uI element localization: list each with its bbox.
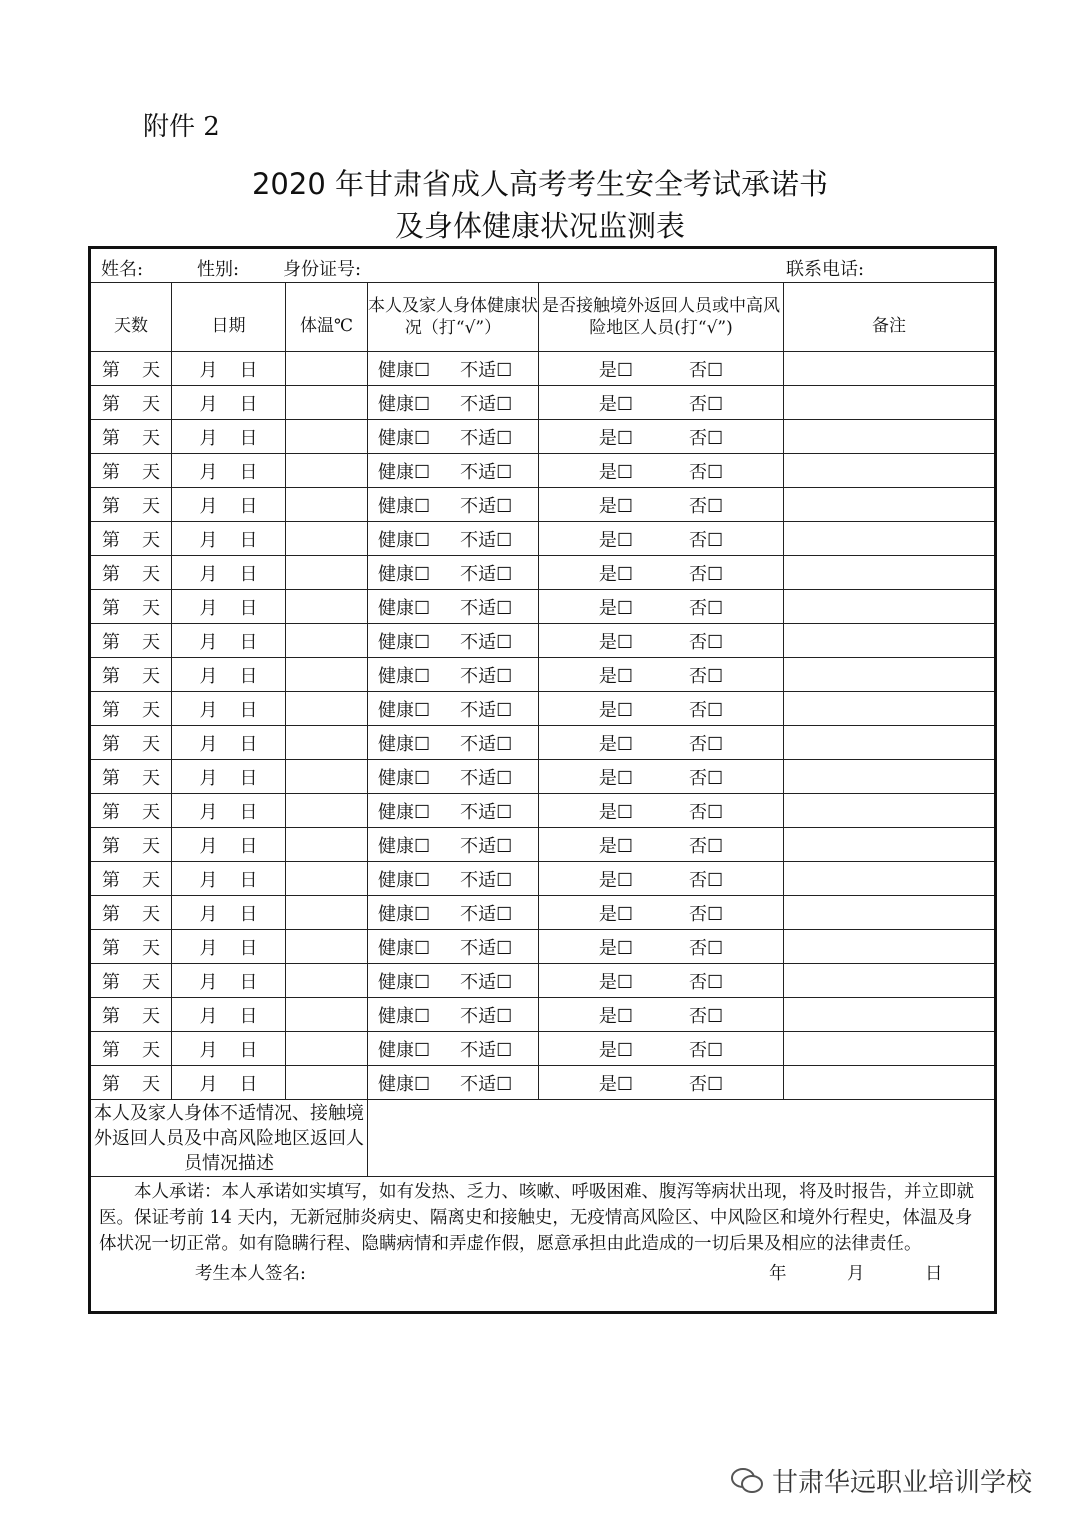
yes-checkbox[interactable]: 是☐ <box>598 699 633 721</box>
health-cell <box>368 590 539 624</box>
day-cell[interactable]: 第 天 <box>90 726 172 760</box>
note-cell[interactable] <box>784 964 996 998</box>
contact-cell <box>539 352 784 386</box>
temp-cell[interactable] <box>286 590 368 624</box>
table-row <box>90 386 996 420</box>
health-cell <box>368 386 539 420</box>
note-cell[interactable] <box>784 1032 996 1066</box>
description-input[interactable] <box>368 1100 996 1177</box>
date-cell[interactable]: 月 日 <box>172 624 286 658</box>
date-cell[interactable]: 月 日 <box>172 930 286 964</box>
table-row <box>90 556 996 590</box>
contact-cell <box>539 726 784 760</box>
unwell-checkbox[interactable]: 不适☐ <box>460 937 513 959</box>
healthy-checkbox[interactable]: 健康☐ <box>378 427 431 449</box>
yes-checkbox[interactable]: 是☐ <box>598 631 633 653</box>
no-checkbox[interactable]: 否☐ <box>689 937 724 959</box>
day-cell[interactable]: 第 天 <box>90 964 172 998</box>
header-row <box>90 283 996 352</box>
no-checkbox[interactable]: 否☐ <box>689 563 724 585</box>
health-cell <box>368 488 539 522</box>
table-row <box>90 692 996 726</box>
pledge-text: 本人承诺：本人承诺如实填写，如有发热、乏力、咳嗽、呼吸困难、腹泻等病状出现，将及时报告，并立即就医。保证考前 14 天内，无新冠肺炎病史、隔离史和接触史，无疫情高风险区、中风险区和境外行程史，体温及身体状况一切正常。如有隐瞒行程、隐瞒病情和弄虚作假，愿意承担由此造成的一切后果及相应的法律责任。 <box>99 1182 974 1254</box>
date-cell[interactable]: 月 日 <box>172 998 286 1032</box>
no-checkbox[interactable]: 否☐ <box>689 733 724 755</box>
pledge-row <box>90 1177 996 1313</box>
temp-cell[interactable] <box>286 896 368 930</box>
title-line-2: 及身体健康状况监测表 <box>394 209 685 243</box>
health-cell <box>368 658 539 692</box>
healthy-checkbox[interactable]: 健康☐ <box>378 529 431 551</box>
yes-checkbox[interactable]: 是☐ <box>598 801 633 823</box>
yes-checkbox[interactable]: 是☐ <box>598 563 633 585</box>
health-cell <box>368 828 539 862</box>
unwell-checkbox[interactable]: 不适☐ <box>460 461 513 483</box>
temp-cell[interactable] <box>286 522 368 556</box>
day-cell[interactable]: 第 天 <box>90 556 172 590</box>
note-cell[interactable] <box>784 352 996 386</box>
health-cell <box>368 862 539 896</box>
date-cell[interactable]: 月 日 <box>172 658 286 692</box>
temp-cell[interactable] <box>286 1032 368 1066</box>
day-cell[interactable]: 第 天 <box>90 590 172 624</box>
table-row <box>90 726 996 760</box>
header-note: 备注 <box>784 283 996 352</box>
day-cell[interactable]: 第 天 <box>90 998 172 1032</box>
date-cell[interactable]: 月 日 <box>172 862 286 896</box>
healthy-checkbox[interactable]: 健康☐ <box>378 563 431 585</box>
yes-checkbox[interactable]: 是☐ <box>598 427 633 449</box>
health-cell <box>368 624 539 658</box>
healthy-checkbox[interactable]: 健康☐ <box>378 461 431 483</box>
sign-year: 年 <box>769 1264 787 1284</box>
description-label: 本人及家人身体不适情况、接触境外返回人员及中高风险地区返回人员情况描述 <box>90 1100 368 1177</box>
yes-checkbox[interactable]: 是☐ <box>598 1005 633 1027</box>
contact-cell <box>539 794 784 828</box>
note-cell[interactable] <box>784 488 996 522</box>
yes-checkbox[interactable]: 是☐ <box>598 903 633 925</box>
table-row <box>90 420 996 454</box>
unwell-checkbox[interactable]: 不适☐ <box>460 631 513 653</box>
contact-cell <box>539 488 784 522</box>
date-cell[interactable]: 月 日 <box>172 794 286 828</box>
yes-checkbox[interactable]: 是☐ <box>598 393 633 415</box>
yes-checkbox[interactable]: 是☐ <box>598 461 633 483</box>
date-cell[interactable]: 月 日 <box>172 1066 286 1100</box>
healthy-checkbox[interactable]: 健康☐ <box>378 869 431 891</box>
note-cell[interactable] <box>784 692 996 726</box>
note-cell[interactable] <box>784 760 996 794</box>
no-checkbox[interactable]: 否☐ <box>689 699 724 721</box>
id-field[interactable]: 身份证号: <box>283 259 362 280</box>
yes-checkbox[interactable]: 是☐ <box>598 597 633 619</box>
watermark-text: 甘肃华远职业培训学校 <box>772 1468 1033 1498</box>
gender-field[interactable]: 性别: <box>197 259 240 280</box>
temp-cell[interactable] <box>286 624 368 658</box>
yes-checkbox[interactable]: 是☐ <box>598 529 633 551</box>
day-cell[interactable]: 第 天 <box>90 522 172 556</box>
yes-checkbox[interactable]: 是☐ <box>598 971 633 993</box>
contact-cell <box>539 1066 784 1100</box>
contact-cell <box>539 556 784 590</box>
unwell-checkbox[interactable]: 不适☐ <box>460 393 513 415</box>
watermark <box>730 1462 1032 1499</box>
no-checkbox[interactable]: 否☐ <box>689 971 724 993</box>
note-cell[interactable] <box>784 896 996 930</box>
unwell-checkbox[interactable]: 不适☐ <box>460 563 513 585</box>
unwell-checkbox[interactable]: 不适☐ <box>460 597 513 619</box>
temp-cell[interactable] <box>286 930 368 964</box>
table-row <box>90 930 996 964</box>
yes-checkbox[interactable]: 是☐ <box>598 835 633 857</box>
no-checkbox[interactable]: 否☐ <box>689 427 724 449</box>
wechat-icon <box>730 1467 764 1495</box>
date-cell[interactable]: 月 日 <box>172 726 286 760</box>
note-cell[interactable] <box>784 794 996 828</box>
table-row <box>90 998 996 1032</box>
temp-cell[interactable] <box>286 488 368 522</box>
day-cell[interactable]: 第 天 <box>90 488 172 522</box>
note-cell[interactable] <box>784 386 996 420</box>
day-cell[interactable]: 第 天 <box>90 658 172 692</box>
healthy-checkbox[interactable]: 健康☐ <box>378 597 431 619</box>
yes-checkbox[interactable]: 是☐ <box>598 767 633 789</box>
note-cell[interactable] <box>784 658 996 692</box>
unwell-checkbox[interactable]: 不适☐ <box>460 733 513 755</box>
no-checkbox[interactable]: 否☐ <box>689 461 724 483</box>
unwell-checkbox[interactable]: 不适☐ <box>460 699 513 721</box>
yes-checkbox[interactable]: 是☐ <box>598 1039 633 1061</box>
note-cell[interactable] <box>784 930 996 964</box>
date-cell[interactable]: 月 日 <box>172 488 286 522</box>
unwell-checkbox[interactable]: 不适☐ <box>460 869 513 891</box>
healthy-checkbox[interactable]: 健康☐ <box>378 1039 431 1061</box>
healthy-checkbox[interactable]: 健康☐ <box>378 1073 431 1095</box>
contact-cell <box>539 998 784 1032</box>
day-cell[interactable]: 第 天 <box>90 624 172 658</box>
health-cell <box>368 522 539 556</box>
temp-cell[interactable] <box>286 862 368 896</box>
day-cell[interactable]: 第 天 <box>90 828 172 862</box>
day-cell[interactable]: 第 天 <box>90 896 172 930</box>
temp-cell[interactable] <box>286 352 368 386</box>
unwell-checkbox[interactable]: 不适☐ <box>460 359 513 381</box>
temp-cell[interactable] <box>286 1066 368 1100</box>
temp-cell[interactable] <box>286 692 368 726</box>
date-cell[interactable]: 月 日 <box>172 352 286 386</box>
day-cell[interactable]: 第 天 <box>90 386 172 420</box>
date-cell[interactable]: 月 日 <box>172 896 286 930</box>
table-row <box>90 828 996 862</box>
no-checkbox[interactable]: 否☐ <box>689 495 724 517</box>
health-cell <box>368 964 539 998</box>
date-cell[interactable]: 月 日 <box>172 522 286 556</box>
note-cell[interactable] <box>784 556 996 590</box>
healthy-checkbox[interactable]: 健康☐ <box>378 631 431 653</box>
healthy-checkbox[interactable]: 健康☐ <box>378 359 431 381</box>
contact-cell <box>539 1032 784 1066</box>
note-cell[interactable] <box>784 726 996 760</box>
no-checkbox[interactable]: 否☐ <box>689 869 724 891</box>
day-cell[interactable]: 第 天 <box>90 760 172 794</box>
health-cell <box>368 1032 539 1066</box>
healthy-checkbox[interactable]: 健康☐ <box>378 393 431 415</box>
healthy-checkbox[interactable]: 健康☐ <box>378 767 431 789</box>
note-cell[interactable] <box>784 522 996 556</box>
contact-cell <box>539 658 784 692</box>
note-cell[interactable] <box>784 828 996 862</box>
note-cell[interactable] <box>784 624 996 658</box>
phone-field[interactable]: 联系电话: <box>786 259 865 280</box>
unwell-checkbox[interactable]: 不适☐ <box>460 835 513 857</box>
note-cell[interactable] <box>784 998 996 1032</box>
monitoring-table <box>88 246 997 1314</box>
date-cell[interactable]: 月 日 <box>172 760 286 794</box>
healthy-checkbox[interactable]: 健康☐ <box>378 665 431 687</box>
unwell-checkbox[interactable]: 不适☐ <box>460 767 513 789</box>
healthy-checkbox[interactable]: 健康☐ <box>378 801 431 823</box>
date-cell[interactable]: 月 日 <box>172 1032 286 1066</box>
table-row <box>90 862 996 896</box>
contact-cell <box>539 828 784 862</box>
yes-checkbox[interactable]: 是☐ <box>598 937 633 959</box>
no-checkbox[interactable]: 否☐ <box>689 903 724 925</box>
health-cell <box>368 1066 539 1100</box>
yes-checkbox[interactable]: 是☐ <box>598 495 633 517</box>
contact-cell <box>539 624 784 658</box>
header-temp: 体温℃ <box>286 283 368 352</box>
date-cell[interactable]: 月 日 <box>172 386 286 420</box>
health-cell <box>368 794 539 828</box>
unwell-checkbox[interactable]: 不适☐ <box>460 971 513 993</box>
contact-cell <box>539 760 784 794</box>
day-cell[interactable]: 第 天 <box>90 692 172 726</box>
attachment-label: 附件 2 <box>143 112 220 142</box>
note-cell[interactable] <box>784 862 996 896</box>
signature-label: 考生本人签名: <box>195 1264 306 1284</box>
note-cell[interactable] <box>784 454 996 488</box>
temp-cell[interactable] <box>286 828 368 862</box>
table-row <box>90 794 996 828</box>
day-cell[interactable]: 第 天 <box>90 794 172 828</box>
sign-day: 日 <box>925 1264 943 1284</box>
unwell-checkbox[interactable]: 不适☐ <box>460 529 513 551</box>
no-checkbox[interactable]: 否☐ <box>689 529 724 551</box>
contact-cell <box>539 590 784 624</box>
yes-checkbox[interactable]: 是☐ <box>598 1073 633 1095</box>
health-cell <box>368 692 539 726</box>
healthy-checkbox[interactable]: 健康☐ <box>378 903 431 925</box>
day-cell[interactable]: 第 天 <box>90 862 172 896</box>
day-cell[interactable]: 第 天 <box>90 352 172 386</box>
no-checkbox[interactable]: 否☐ <box>689 393 724 415</box>
contact-cell <box>539 386 784 420</box>
health-cell <box>368 556 539 590</box>
contact-cell <box>539 964 784 998</box>
note-cell[interactable] <box>784 420 996 454</box>
table-row <box>90 1066 996 1100</box>
sign-month: 月 <box>847 1264 865 1284</box>
health-cell <box>368 930 539 964</box>
table-row <box>90 760 996 794</box>
day-cell[interactable]: 第 天 <box>90 454 172 488</box>
health-cell <box>368 998 539 1032</box>
name-field[interactable]: 姓名: <box>101 259 144 280</box>
temp-cell[interactable] <box>286 386 368 420</box>
note-cell[interactable] <box>784 590 996 624</box>
health-cell <box>368 896 539 930</box>
day-cell[interactable]: 第 天 <box>90 1066 172 1100</box>
temp-cell[interactable] <box>286 726 368 760</box>
temp-cell[interactable] <box>286 794 368 828</box>
date-cell[interactable]: 月 日 <box>172 828 286 862</box>
no-checkbox[interactable]: 否☐ <box>689 665 724 687</box>
no-checkbox[interactable]: 否☐ <box>689 1005 724 1027</box>
header-health: 本人及家人身体健康状况（打“√”） <box>368 283 539 352</box>
contact-cell <box>539 454 784 488</box>
temp-cell[interactable] <box>286 658 368 692</box>
table-row <box>90 488 996 522</box>
table-row <box>90 964 996 998</box>
yes-checkbox[interactable]: 是☐ <box>598 359 633 381</box>
health-cell <box>368 726 539 760</box>
healthy-checkbox[interactable]: 健康☐ <box>378 733 431 755</box>
date-cell[interactable]: 月 日 <box>172 964 286 998</box>
unwell-checkbox[interactable]: 不适☐ <box>460 1005 513 1027</box>
no-checkbox[interactable]: 否☐ <box>689 1073 724 1095</box>
no-checkbox[interactable]: 否☐ <box>689 801 724 823</box>
yes-checkbox[interactable]: 是☐ <box>598 869 633 891</box>
table-row <box>90 590 996 624</box>
no-checkbox[interactable]: 否☐ <box>689 597 724 619</box>
no-checkbox[interactable]: 否☐ <box>689 1039 724 1061</box>
header-contact: 是否接触境外返回人员或中高风险地区人员(打“√”) <box>539 283 784 352</box>
date-cell[interactable]: 月 日 <box>172 420 286 454</box>
health-cell <box>368 454 539 488</box>
info-row <box>90 248 996 283</box>
date-cell[interactable]: 月 日 <box>172 692 286 726</box>
no-checkbox[interactable]: 否☐ <box>689 835 724 857</box>
temp-cell[interactable] <box>286 420 368 454</box>
date-cell[interactable]: 月 日 <box>172 590 286 624</box>
table-row <box>90 454 996 488</box>
temp-cell[interactable] <box>286 760 368 794</box>
health-cell <box>368 420 539 454</box>
day-cell[interactable]: 第 天 <box>90 420 172 454</box>
table-row <box>90 658 996 692</box>
contact-cell <box>539 692 784 726</box>
description-row <box>90 1100 996 1177</box>
contact-cell <box>539 522 784 556</box>
temp-cell[interactable] <box>286 454 368 488</box>
no-checkbox[interactable]: 否☐ <box>689 631 724 653</box>
unwell-checkbox[interactable]: 不适☐ <box>460 1073 513 1095</box>
title-line-1: 2020 年甘肃省成人高考考生安全考试承诺书 <box>251 167 829 201</box>
table-row <box>90 522 996 556</box>
no-checkbox[interactable]: 否☐ <box>689 359 724 381</box>
date-cell[interactable]: 月 日 <box>172 556 286 590</box>
contact-cell <box>539 896 784 930</box>
unwell-checkbox[interactable]: 不适☐ <box>460 903 513 925</box>
unwell-checkbox[interactable]: 不适☐ <box>460 801 513 823</box>
healthy-checkbox[interactable]: 健康☐ <box>378 699 431 721</box>
header-day: 天数 <box>90 283 172 352</box>
header-date: 日期 <box>172 283 286 352</box>
healthy-checkbox[interactable]: 健康☐ <box>378 971 431 993</box>
healthy-checkbox[interactable]: 健康☐ <box>378 1005 431 1027</box>
unwell-checkbox[interactable]: 不适☐ <box>460 427 513 449</box>
contact-cell <box>539 862 784 896</box>
table-row <box>90 896 996 930</box>
no-checkbox[interactable]: 否☐ <box>689 767 724 789</box>
unwell-checkbox[interactable]: 不适☐ <box>460 1039 513 1061</box>
healthy-checkbox[interactable]: 健康☐ <box>378 937 431 959</box>
healthy-checkbox[interactable]: 健康☐ <box>378 495 431 517</box>
date-cell[interactable]: 月 日 <box>172 454 286 488</box>
contact-cell <box>539 420 784 454</box>
health-cell <box>368 760 539 794</box>
health-cell <box>368 352 539 386</box>
temp-cell[interactable] <box>286 998 368 1032</box>
table-row <box>90 352 996 386</box>
note-cell[interactable] <box>784 1066 996 1100</box>
unwell-checkbox[interactable]: 不适☐ <box>460 495 513 517</box>
healthy-checkbox[interactable]: 健康☐ <box>378 835 431 857</box>
day-cell[interactable]: 第 天 <box>90 930 172 964</box>
contact-cell <box>539 930 784 964</box>
yes-checkbox[interactable]: 是☐ <box>598 665 633 687</box>
unwell-checkbox[interactable]: 不适☐ <box>460 665 513 687</box>
temp-cell[interactable] <box>286 964 368 998</box>
yes-checkbox[interactable]: 是☐ <box>598 733 633 755</box>
table-row <box>90 624 996 658</box>
temp-cell[interactable] <box>286 556 368 590</box>
day-cell[interactable]: 第 天 <box>90 1032 172 1066</box>
table-row <box>90 1032 996 1066</box>
